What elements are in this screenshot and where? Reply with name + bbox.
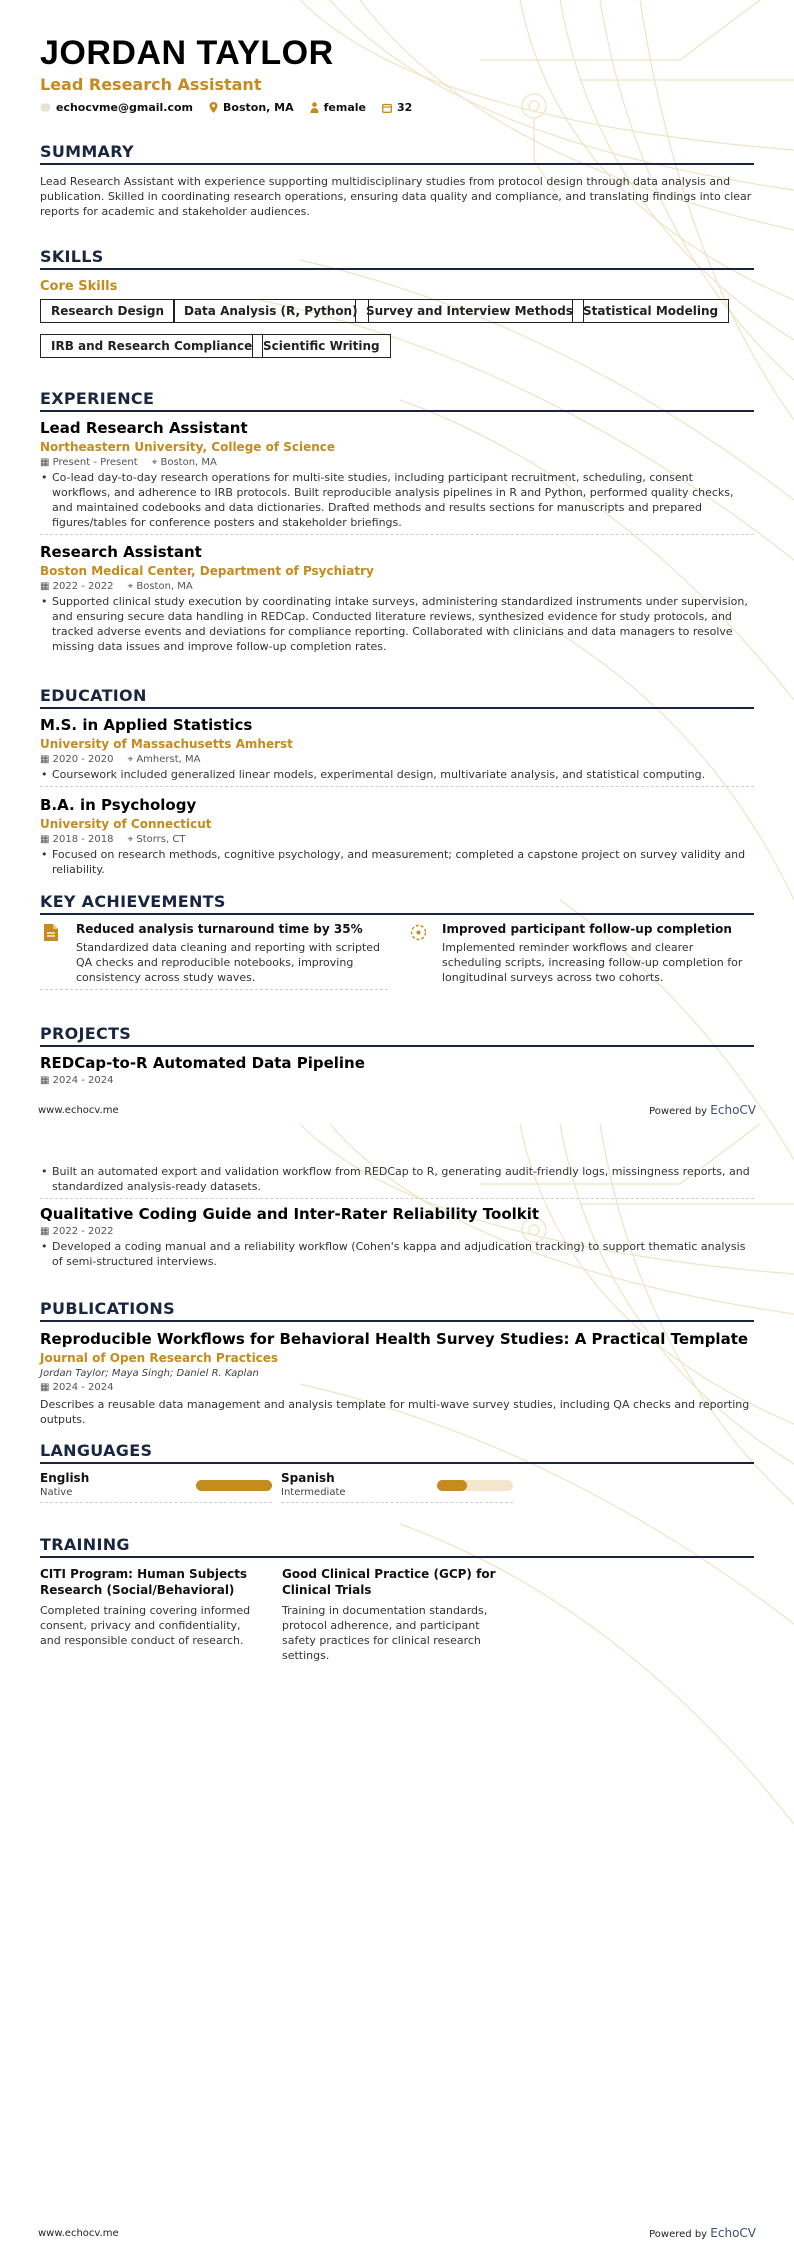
achievement-text: Standardized data cleaning and reporting with scripted QA checks and reproducible notebooks, improving consistency across study waves. — [76, 941, 381, 984]
project-name: REDCap-to-R Automated Data Pipeline — [40, 1054, 365, 1072]
candidate-role: Lead Research Assistant — [40, 75, 262, 94]
education-location-text: Storrs, CT — [136, 834, 186, 845]
project-meta — [40, 1075, 754, 1086]
degree-title: B.A. in Psychology — [40, 796, 197, 814]
education-divider — [40, 707, 754, 709]
job-meta — [40, 457, 754, 468]
calendar-icon: ▦ — [40, 1382, 50, 1393]
training-item — [40, 1566, 262, 1648]
experience-entry — [40, 543, 754, 654]
calendar-icon: ▦ — [40, 834, 50, 845]
education-heading: EDUCATION — [40, 686, 147, 705]
summary-text: Lead Research Assistant with experience supporting multidisciplinary studies from protocol design through data analysis and publication. Skilled in coordinating research operations, ensuring data quality and compliance, and translating findings into clear reports for academic and stakeholder audiences. — [40, 175, 752, 218]
project-description-continued — [40, 1164, 754, 1199]
training-divider — [40, 1556, 754, 1558]
contact-email[interactable] — [40, 101, 193, 114]
project-dates-text: 2022 - 2022 — [52, 1226, 114, 1237]
job-organization: Boston Medical Center, Department of Psychiatry — [40, 564, 374, 578]
achievement-title: Improved participant follow-up completion — [442, 922, 732, 936]
calendar-icon: ▦ — [40, 457, 50, 468]
education-entry — [40, 796, 754, 877]
contact-age — [382, 101, 412, 114]
summary-heading: SUMMARY — [40, 142, 134, 161]
job-location — [128, 581, 193, 592]
publications-heading: PUBLICATIONS — [40, 1299, 175, 1318]
skills-divider — [40, 268, 754, 270]
job-location — [152, 457, 217, 468]
calendar-icon — [382, 103, 392, 113]
contact-gender — [310, 101, 366, 114]
job-meta — [40, 581, 754, 592]
footer-site[interactable]: www.echocv.me — [38, 1105, 119, 1116]
summary-divider — [40, 163, 754, 165]
education-description: • Coursework included generalized linear models, experimental design, multivariate analysis, and statistical computing. — [40, 767, 754, 782]
education-location — [128, 834, 186, 845]
training-text: Training in documentation standards, protocol adherence, and participant safety practices for clinical research settings. — [282, 1604, 488, 1662]
email-text: echocvme@gmail.com — [56, 101, 194, 114]
project-entry — [40, 1054, 754, 1086]
language-proficiency-bar — [437, 1480, 513, 1491]
publications-divider — [40, 1320, 754, 1322]
calendar-icon: ▦ — [40, 754, 50, 765]
language-proficiency-bar — [196, 1480, 272, 1491]
education-entry — [40, 716, 754, 787]
language-name: Spanish — [281, 1471, 335, 1485]
calendar-icon: ▦ — [40, 1226, 50, 1237]
degree-title: M.S. in Applied Statistics — [40, 716, 253, 734]
languages-divider — [40, 1462, 754, 1464]
project-dates-text: 2024 - 2024 — [52, 1075, 114, 1086]
projects-divider — [40, 1045, 754, 1047]
email-icon — [40, 103, 51, 112]
brand-name: EchoCV — [710, 1103, 756, 1117]
education-dates-text: 2018 - 2018 — [52, 834, 114, 845]
training-text: Completed training covering informed consent, privacy and confidentiality, and responsible conduct of research. — [40, 1604, 251, 1647]
job-title: Lead Research Assistant — [40, 419, 248, 437]
training-heading: TRAINING — [40, 1535, 130, 1554]
training-item — [282, 1566, 504, 1663]
publication-entry — [40, 1330, 754, 1427]
entry-separator — [40, 1198, 754, 1199]
job-title: Research Assistant — [40, 543, 202, 561]
project-dates — [40, 1226, 114, 1237]
projects-heading: PROJECTS — [40, 1024, 132, 1043]
language-name: English — [40, 1471, 90, 1485]
candidate-name: JORDAN TAYLOR — [40, 34, 334, 72]
skill-chip: Research Design — [40, 299, 175, 323]
school-name: University of Massachusetts Amherst — [40, 737, 293, 751]
language-item — [281, 1471, 513, 1503]
training-title: CITI Program: Human Subjects Research (Social/Behavioral) — [40, 1567, 248, 1597]
achievements-heading: KEY ACHIEVEMENTS — [40, 892, 226, 911]
education-dates — [40, 834, 114, 845]
job-dates-text: Present - Present — [52, 457, 138, 468]
experience-divider — [40, 410, 754, 412]
publication-description: Describes a reusable data management and analysis template for multi-wave survey studies, including QA checks and reporting outputs. — [40, 1398, 750, 1426]
experience-heading: EXPERIENCE — [40, 389, 155, 408]
publication-meta — [40, 1382, 754, 1393]
language-level: Native — [40, 1487, 73, 1498]
project-name: Qualitative Coding Guide and Inter-Rater Reliability Toolkit — [40, 1205, 540, 1223]
achievement-text: Implemented reminder workflows and clearer scheduling scripts, increasing follow-up completion for longitudinal surveys across two cohorts. — [442, 941, 743, 984]
job-dates — [40, 581, 114, 592]
brand-name: EchoCV — [710, 2226, 756, 2240]
calendar-icon: ▦ — [40, 1075, 50, 1086]
project-meta — [40, 1226, 754, 1237]
project-entry — [40, 1205, 754, 1269]
language-proficiency-fill — [196, 1480, 272, 1491]
target-icon — [410, 924, 427, 941]
job-description: • Co-lead day-to-day research operations for multi-site studies, including participant recruitment, scheduling, consent workflows, and adherence to IRB protocols. Built reproducible analysis pipelines in R and Python, performed quality checks, and maintained codebooks and data dictionaries. Drafted methods and results sections for manuscripts and prepared figures/tables for conference posters and stakeholder briefings. — [40, 470, 754, 530]
location-pin-icon: ⌖ — [151, 457, 158, 468]
location-pin-icon: ⌖ — [127, 581, 134, 592]
person-icon — [310, 102, 319, 113]
skill-chip: Survey and Interview Methods — [355, 299, 584, 323]
age-text: 32 — [397, 101, 413, 114]
footer-powered[interactable] — [649, 1103, 756, 1117]
publication-dates-text: 2024 - 2024 — [52, 1382, 114, 1393]
location-pin-icon: ⌖ — [127, 834, 134, 845]
education-meta — [40, 754, 754, 765]
contact-location — [209, 101, 294, 114]
achievements-divider — [40, 913, 754, 915]
achievement-title: Reduced analysis turnaround time by 35% — [76, 922, 363, 936]
project-dates — [40, 1075, 114, 1086]
skills-group-label: Core Skills — [40, 279, 118, 294]
job-dates-text: 2022 - 2022 — [52, 581, 114, 592]
footer-powered[interactable] — [649, 2226, 756, 2240]
achievement-item — [40, 922, 388, 990]
experience-entry — [40, 419, 754, 535]
publication-dates — [40, 1382, 114, 1393]
skill-chip: Scientific Writing — [252, 334, 391, 358]
footer-site[interactable]: www.echocv.me — [38, 2228, 119, 2239]
education-location-text: Amherst, MA — [136, 754, 201, 765]
location-pin-icon — [209, 102, 218, 113]
education-dates — [40, 754, 114, 765]
skill-chip: Data Analysis (R, Python) — [173, 299, 369, 323]
education-dates-text: 2020 - 2020 — [52, 754, 114, 765]
education-description: • Focused on research methods, cognitive psychology, and measurement; completed a capstone project on survey validity and reliability. — [40, 847, 754, 877]
powered-prefix: Powered by — [649, 1106, 708, 1117]
skill-chip: Statistical Modeling — [572, 299, 729, 323]
publication-title: Reproducible Workflows for Behavioral Health Survey Studies: A Practical Template — [40, 1330, 749, 1348]
entry-separator — [40, 989, 388, 990]
language-item — [40, 1471, 272, 1503]
job-description: • Supported clinical study execution by coordinating intake surveys, administering standardized instruments under supervision, and ensuring secure data handling in REDCap. Conducted literature reviews, synthesized evidence for study protocols, and tracked adverse events and deviations for compliance reporting. Collaborated with clinicians and data managers to resolve missing data issues and improve follow-up completion rates. — [40, 594, 754, 654]
job-organization: Northeastern University, College of Science — [40, 440, 336, 454]
language-proficiency-fill — [437, 1480, 467, 1491]
publication-authors: Jordan Taylor; Maya Singh; Daniel R. Kaplan — [40, 1368, 259, 1379]
school-name: University of Connecticut — [40, 817, 212, 831]
entry-separator — [281, 1502, 513, 1503]
location-text: Boston, MA — [223, 101, 294, 114]
education-location — [128, 754, 201, 765]
calendar-icon: ▦ — [40, 581, 50, 592]
training-title: Good Clinical Practice (GCP) for Clinical Trials — [282, 1567, 496, 1597]
job-dates — [40, 457, 138, 468]
project-description: • Built an automated export and validation workflow from REDCap to R, generating audit-friendly logs, missingness reports, and standardized analysis-ready datasets. — [40, 1164, 754, 1194]
languages-heading: LANGUAGES — [40, 1441, 153, 1460]
contact-bar — [40, 101, 412, 114]
skills-heading: SKILLS — [40, 247, 104, 266]
achievement-item — [406, 922, 754, 985]
gender-text: female — [323, 101, 366, 114]
language-level: Intermediate — [281, 1487, 346, 1498]
entry-separator — [40, 1502, 272, 1503]
entry-separator — [40, 534, 754, 535]
job-location-text: Boston, MA — [136, 581, 193, 592]
job-location-text: Boston, MA — [160, 457, 217, 468]
publication-journal: Journal of Open Research Practices — [40, 1351, 279, 1365]
education-meta — [40, 834, 754, 845]
location-pin-icon: ⌖ — [127, 754, 134, 765]
project-description: • Developed a coding manual and a reliability workflow (Cohen's kappa and adjudication tracking) to support thematic analysis of semi-structured interviews. — [40, 1239, 754, 1269]
powered-prefix: Powered by — [649, 2229, 708, 2240]
entry-separator — [40, 786, 754, 787]
skill-chip: IRB and Research Compliance — [40, 334, 263, 358]
document-icon — [44, 924, 58, 941]
